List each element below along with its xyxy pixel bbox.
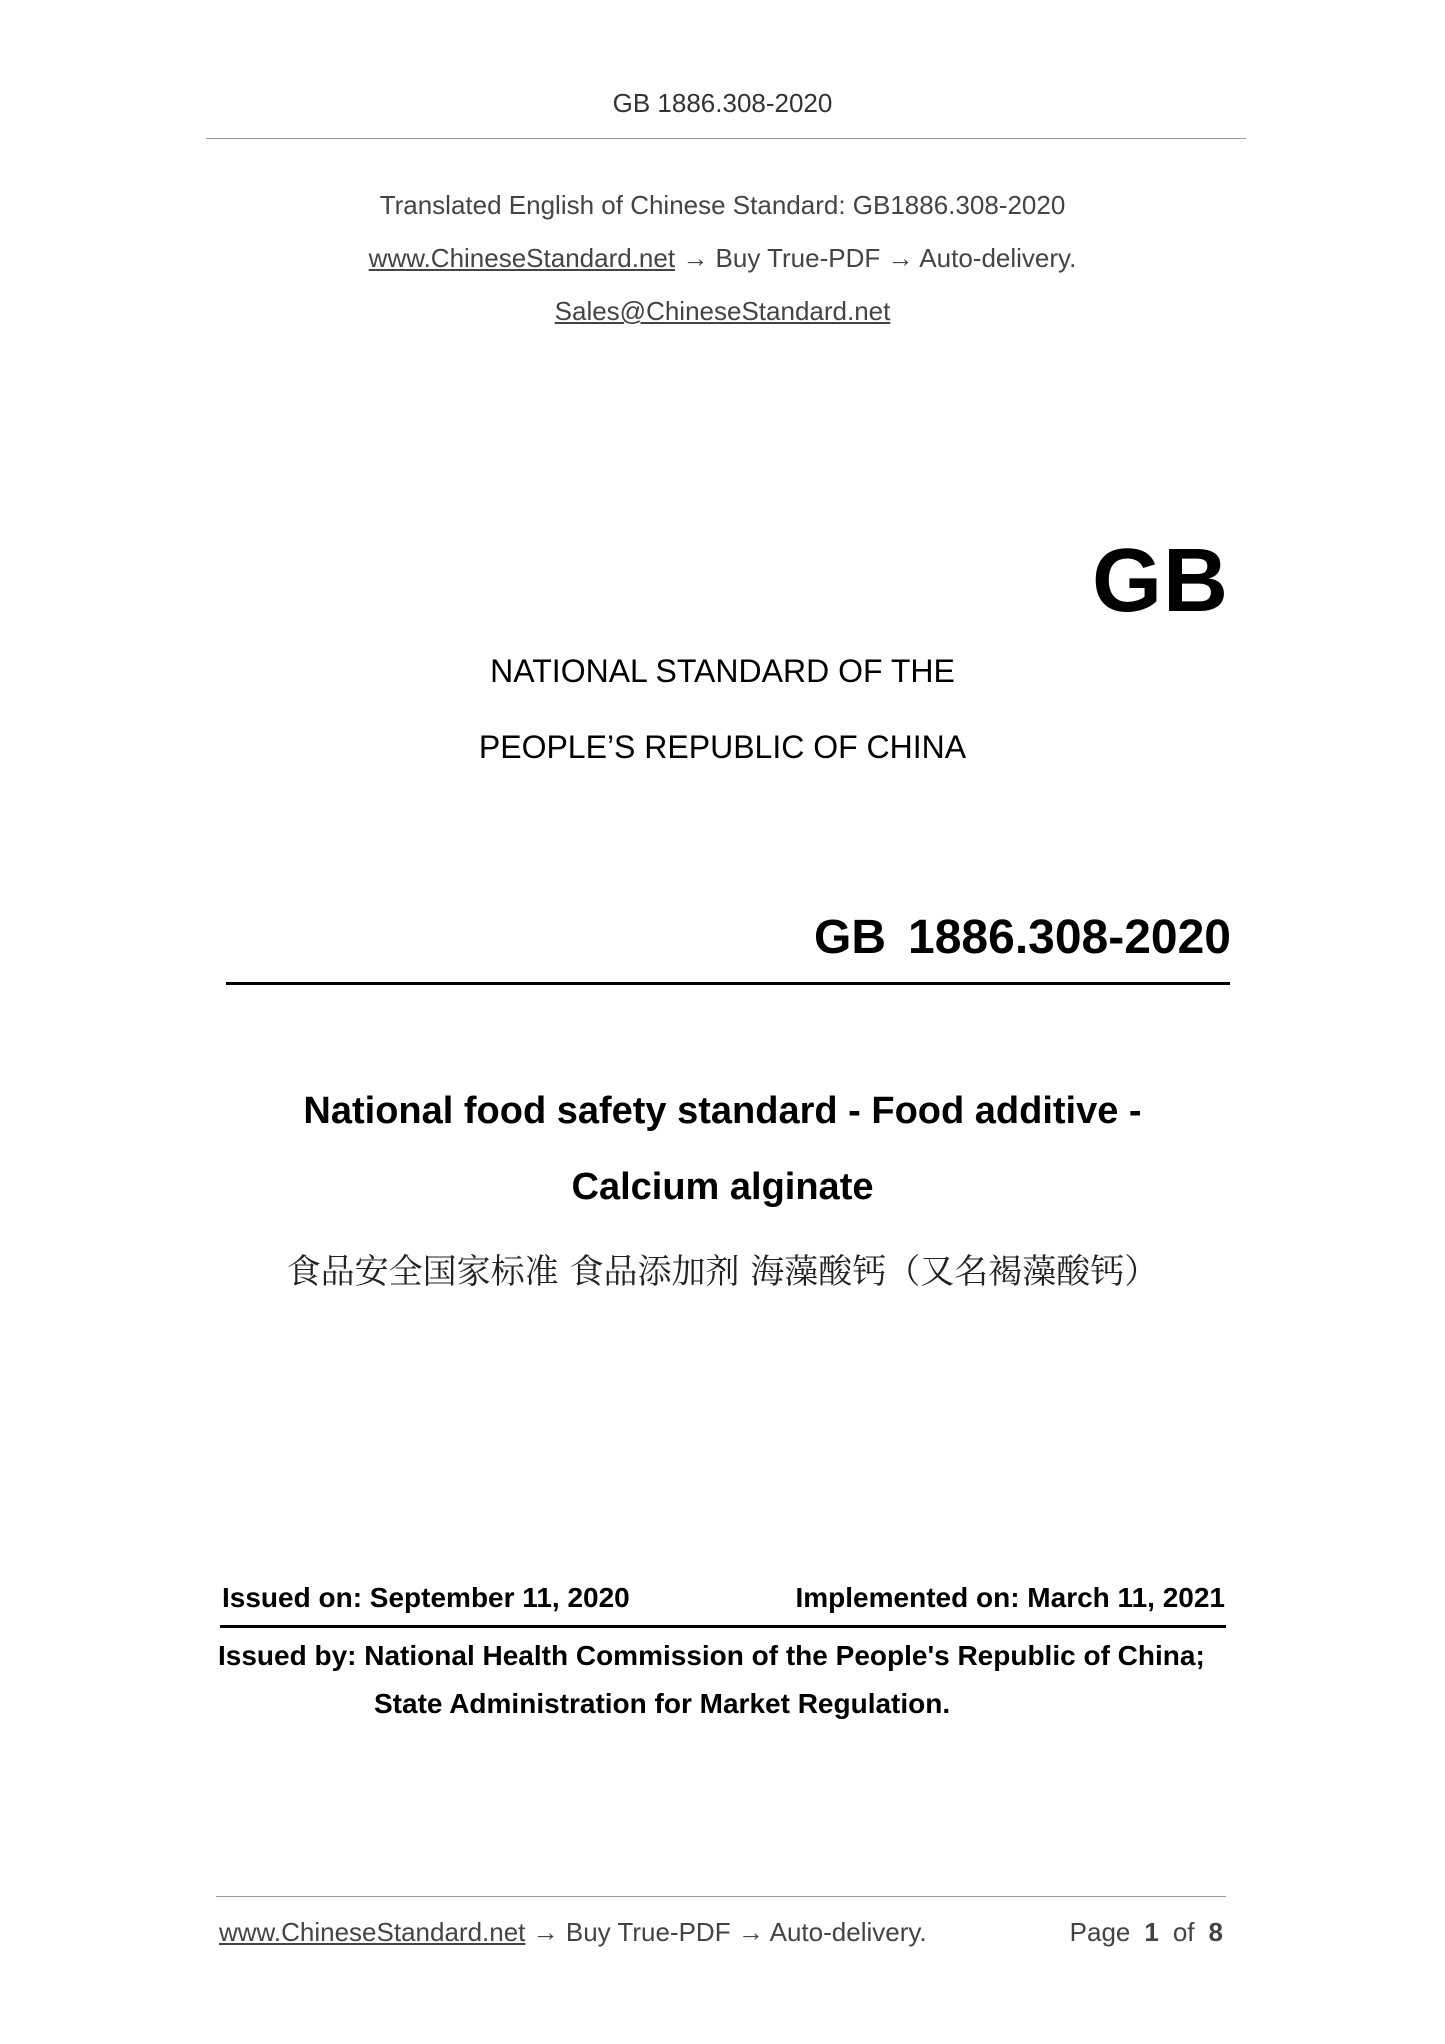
arrow-right-icon: → [737,1917,764,1947]
sales-email-link[interactable]: Sales@ChineseStandard.net [554,296,891,326]
national-standard-line2: PEOPLE’S REPUBLIC OF CHINA [478,729,967,765]
document-title-line1: National food safety standard - Food additive - [303,1090,1142,1132]
gb-logo: GB [1092,531,1229,631]
page-label: Page [1069,1917,1131,1947]
buy-line [0,243,1445,274]
issued-on: Issued on: September 11, 2020 [222,1582,630,1613]
page-total: 8 [1208,1917,1223,1947]
standard-number-divider [226,982,1230,985]
page-current: 1 [1144,1917,1159,1947]
national-standard-line1: NATIONAL STANDARD OF THE [490,653,955,689]
page-of: of [1172,1917,1195,1947]
document-title-line2: Calcium alginate [571,1166,874,1208]
header-divider [206,138,1246,139]
footer-site-link[interactable]: www.ChineseStandard.net [219,1917,526,1947]
page-indicator [1070,1917,1223,1948]
delivery-text: Auto-delivery. [919,243,1077,273]
arrow-right-icon: → [887,243,914,273]
site-link[interactable]: www.ChineseStandard.net [368,243,676,273]
implemented-on: Implemented on: March 11, 2021 [795,1582,1225,1613]
arrow-right-icon: → [532,1917,559,1947]
buy-text: Buy True-PDF [715,243,881,273]
running-header: GB 1886.308-2020 [612,88,833,118]
issued-by-line1: Issued by: National Health Commission of the People's Republic of China; [218,1640,1205,1671]
standard-code: 1886.308-2020 [908,911,1231,964]
sales-line [0,296,1445,327]
footer-divider [216,1896,1226,1897]
translated-notice: Translated English of Chinese Standard: GB1886.308-2020 [379,190,1066,220]
standard-number [814,910,1231,965]
issuance-divider [220,1625,1226,1628]
footer-delivery-text: Auto-delivery. [769,1917,927,1947]
standard-prefix: GB [814,911,887,964]
issued-by-line2: State Administration for Market Regulation. [374,1688,951,1719]
footer-buy-text: Buy True-PDF [565,1917,731,1947]
footer-promo [219,1917,927,1948]
arrow-right-icon: → [682,243,709,273]
document-title-chinese: 食品安全国家标准 食品添加剂 海藻酸钙（又名褐藻酸钙） [286,1252,1159,1292]
